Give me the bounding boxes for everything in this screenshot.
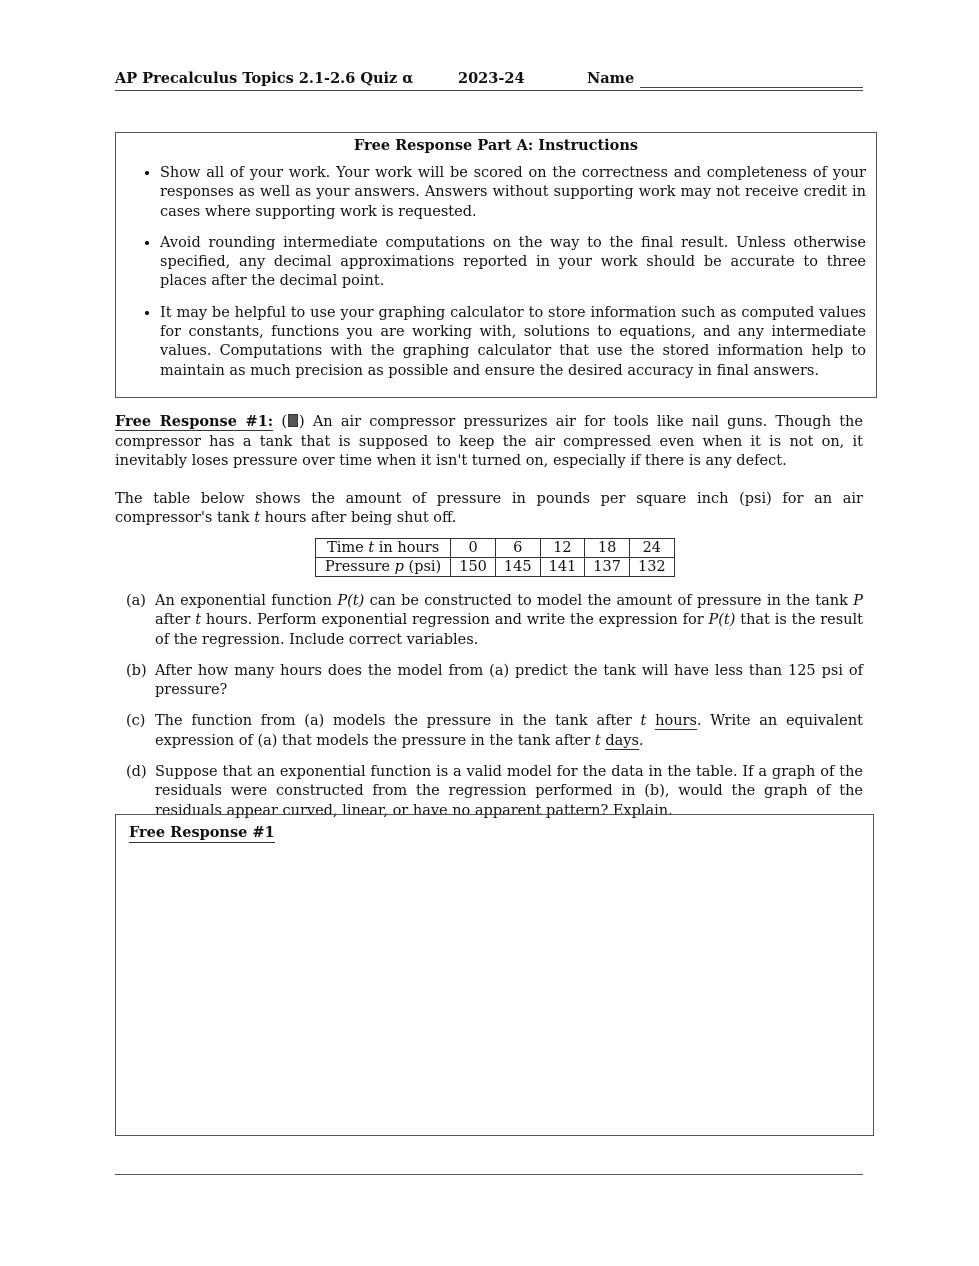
instructions-title: Free Response Part A: Instructions [353,137,639,154]
page-header [115,70,863,91]
time-cell: 6 [495,539,540,558]
table-intro-text: The table below shows the amount of pressure in pounds per square inch (psi) for an air compressor's tank [115,490,863,526]
part-a [126,592,863,650]
table-intro-var: t [254,510,261,526]
name-label: Name [587,70,635,87]
pressure-cell: 150 [451,558,496,577]
pressure-cell: 137 [585,558,630,577]
part-b [126,662,863,701]
time-cell: 12 [540,539,585,558]
instructions-box [115,132,877,398]
part-label: (d) [126,764,147,781]
answer-box[interactable] [115,814,874,1136]
time-cell: 24 [629,539,674,558]
quiz-title: AP Precalculus Topics 2.1-2.6 Quiz α [115,70,414,87]
instruction-item: • It may be helpful to use your graphing calculator to store information such as computed values for constants, functions you are working with, solutions to equations, and any intermediate values. Computations with the graphing calculator that use the stored information help to maintain as much precision as possible and ensure the desired accuracy in final answers. [160,304,866,381]
table-intro-paragraph [115,490,863,529]
pressure-cell: 132 [629,558,674,577]
table-row [316,539,675,558]
fr1-intro: An air compressor pressurizes air for tools like nail guns. Though the compressor has a tank that is supposed to keep the air compressed even when it is not on, it inevitably loses pressure over time when it isn't turned on, especially if there is any defect. [115,414,863,469]
part-b-text: After how many hours does the model from (a) predict the tank will have less than 125 psi of pressure? [155,662,863,699]
time-cell: 18 [585,539,630,558]
part-a-text: An exponential function P(t) can be constructed to model the amount of pressure in the tank P after t hours. Perform exponential regression and write the expression for P(t) that is the result of the regression. Include correct variables. [155,593,864,648]
footer-rule [115,1174,863,1175]
free-response-1 [115,412,863,529]
question-parts [126,592,863,833]
instruction-item: • Avoid rounding intermediate computations on the way to the final result. Unless otherwise specified, any decimal approximations reported in your work should be accurate to three places after the decimal point. [160,234,866,292]
pressure-row-header: Pressure p (psi) [316,558,451,577]
time-row-header: Time t in hours [316,539,451,558]
pressure-table [315,538,675,577]
part-d [126,763,863,821]
time-cell: 0 [451,539,496,558]
school-year: 2023-24 [458,70,525,87]
table-intro-text-end: hours after being shut off. [264,510,457,526]
fr1-intro-paragraph: Free Response #1: ( ) An air compressor pressurizes air for tools like nail guns. Though the compressor has a tank that is supposed to keep the air compressed even when it is not on, it inevitably loses pressure over time when it isn't turned on, especially if there is any defect. [115,413,863,469]
fr1-label: Free Response #1: [115,413,274,430]
part-d-text: Suppose that an exponential function is a valid model for the data in the table. If a graph of the residuals were constructed from the regression performed in (b), would the graph of the residuals appear curved, linear, or have no apparent pattern? Explain. [155,764,863,819]
instruction-item: • Show all of your work. Your work will be scored on the correctness and completeness of your responses as well as your answers. Answers without supporting work may not receive credit in cases where supporting work is requested. [160,164,866,222]
answer-box-title: Free Response #1 [129,824,275,841]
pressure-cell: 141 [540,558,585,577]
pressure-cell: 145 [495,558,540,577]
part-label: (b) [126,662,147,679]
calculator-icon [288,414,298,427]
instructions-list [116,164,876,381]
part-c-text: The function from (a) models the pressure in the tank after t hours. Write an equivalent expression of (a) that models the pressure in the tank after t days. [155,713,864,749]
part-label: (a) [126,593,146,609]
name-blank[interactable] [640,87,863,88]
part-label: (c) [126,713,146,730]
part-c [126,712,863,751]
table-row [316,558,675,577]
